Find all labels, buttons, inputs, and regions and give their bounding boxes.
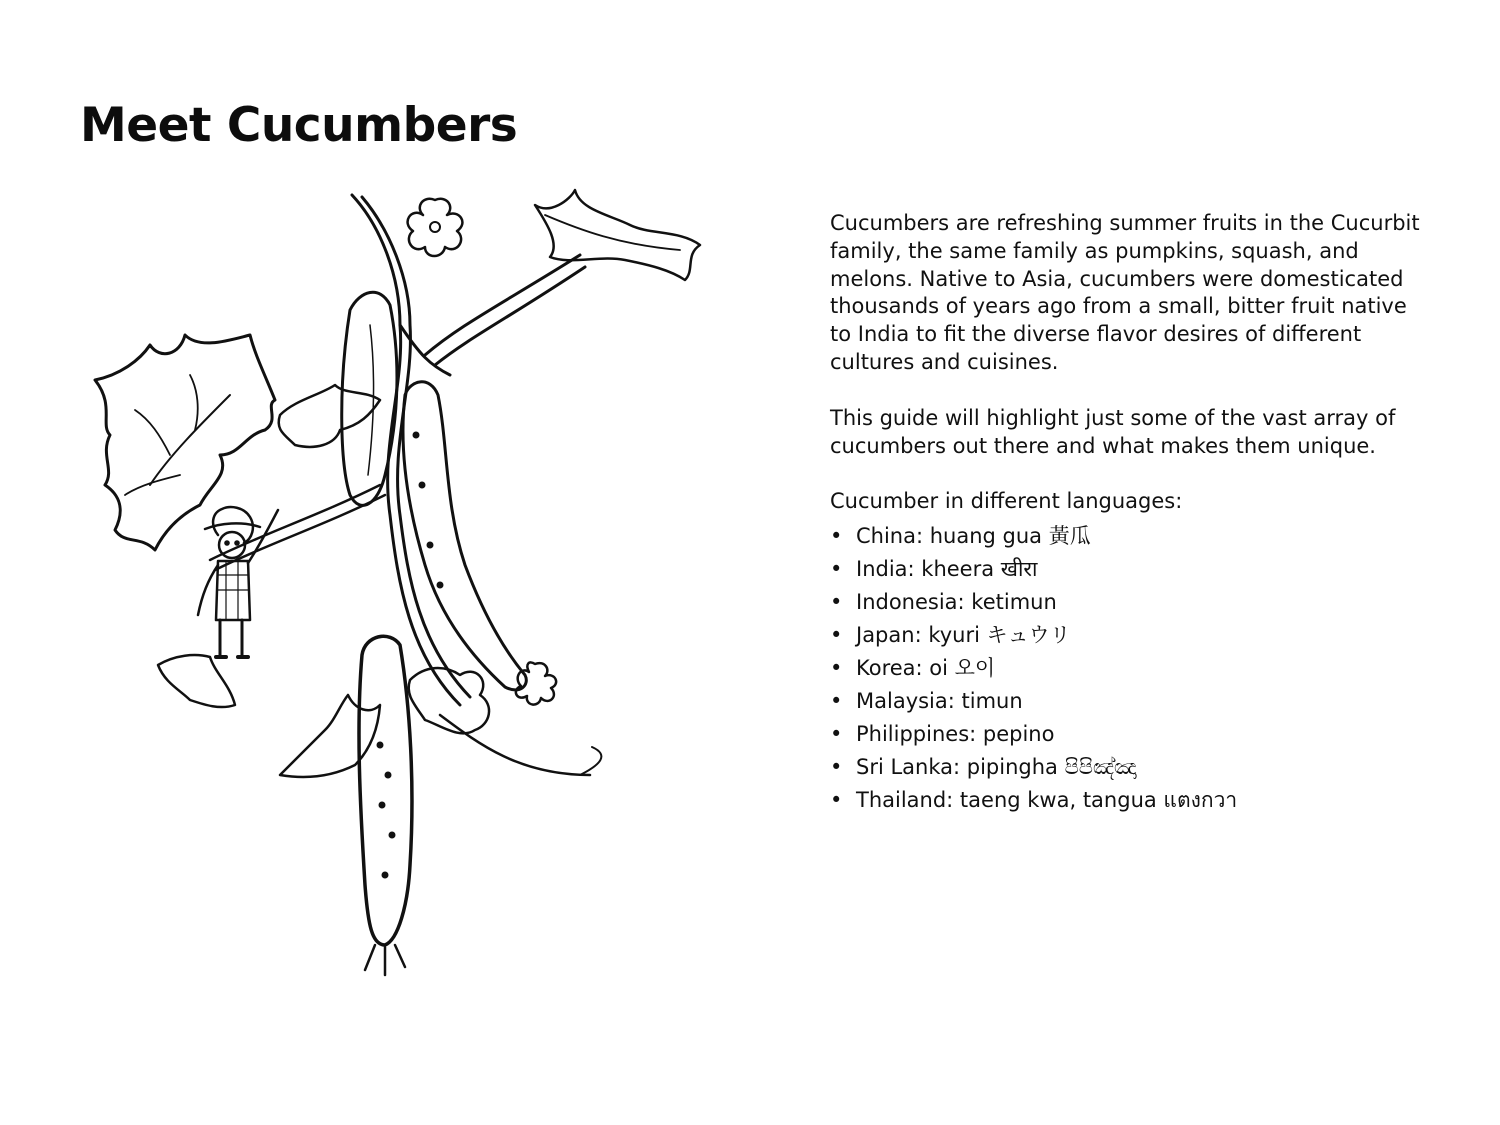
language-malaysia: Malaysia: timun [856,689,1023,714]
bullet: • [830,590,843,615]
text-column [830,210,1430,819]
bullet: • [830,656,843,681]
language-thailand: Thailand: taeng kwa, tangua แตงกวา [856,788,1238,813]
list-item [830,786,1430,814]
vine-stem [362,197,470,697]
page-title: Meet Cucumbers [80,98,518,153]
language-korea: Korea: oi 오이 [856,656,996,681]
language-indonesia: Indonesia: ketimun [856,590,1057,615]
cucumber [359,636,412,945]
cucumber-vine-illustration [80,185,720,995]
list-item [830,588,1430,616]
farmer-character [198,507,278,657]
list-item [830,555,1430,583]
language-philippines: Philippines: pepino [856,722,1055,747]
bullet: • [830,788,843,813]
list-item [830,654,1430,682]
cucumber [403,382,526,690]
cucumber-leaf [279,385,380,447]
tendril [580,747,601,775]
list-item [830,753,1430,781]
list-item [830,522,1430,550]
cucumber-leaf [280,695,380,777]
list-item [830,720,1430,748]
cucumber-flower [516,662,556,704]
language-sri-lanka: Sri Lanka: pipingha පිපිඤ්ඤා [856,755,1137,780]
languages-list [830,522,1430,814]
bullet: • [830,623,843,648]
vine-stem [435,267,585,365]
language-india: India: kheera खीरा [856,557,1038,582]
bullet: • [830,524,843,549]
bullet: • [830,722,843,747]
languages-heading: Cucumber in different languages: [830,489,1183,514]
cucumber-flower [408,199,463,256]
list-item [830,687,1430,715]
list-item [830,621,1430,649]
vine-stem [425,255,580,355]
bullet: • [830,755,843,780]
bullet: • [830,557,843,582]
language-japan: Japan: kyuri キュウリ [856,623,1071,648]
guide-paragraph: This guide will highlight just some of the vast array of cucumbers out there and what makes them unique. [830,405,1396,458]
cucumber-leaf [409,668,489,733]
language-china: China: huang gua 黃瓜 [856,524,1091,549]
vine-stem [440,715,590,775]
intro-paragraph: Cucumbers are refreshing summer fruits in the Cucurbit family, the same family as pumpkins, squash, and melons. Native to Asia, cucumbers were domesticated thousands of years ago from a small, bitter fruit native to India to fit the diverse flavor desires of different cultures and cuisines. [830,211,1420,374]
cucumber-leaf [158,655,235,707]
bullet: • [830,689,843,714]
